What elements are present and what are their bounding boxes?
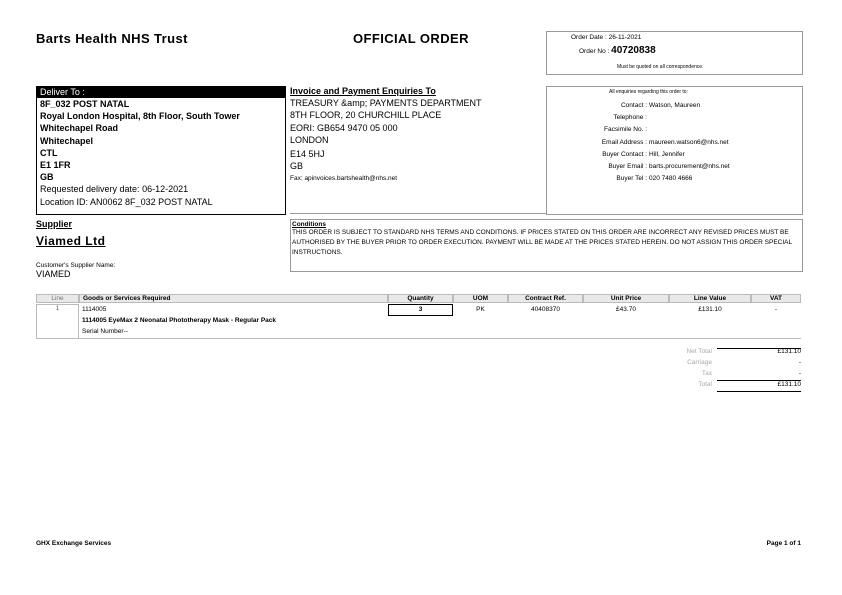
carriage-label: Carriage [687,359,712,366]
total-value: £131.10 [777,381,801,388]
invoice-line: EORI: GB654 9470 05 000 [290,122,398,133]
col-header-contract-ref: Contract Ref. [508,294,583,303]
invoice-line: TREASURY &amp; PAYMENTS DEPARTMENT [290,98,482,108]
facsimile-label: Facsimile No. : [604,126,647,133]
order-note: Must be quoted on all correspondence. [617,64,704,70]
conditions-text: THIS ORDER IS SUBJECT TO STANDARD NHS TERMS AND CONDITIONS. IF PRICES STATED ON THIS ORDER ARE INCORRECT ANY REVISED PRICES MUST BE AUTHORISED BY THE BUYER PRIOR TO ORDER EXECUTION. PAYMENT WILL BE MADE AT THE PRICES STATED HEREIN. DO NOT ASSIGN THIS ORDER SPECIAL INSTRUCTIONS. [292,229,792,256]
col-header-vat: VAT [751,294,801,303]
requested-delivery-date: Requested delivery date: 06-12-2021 [40,184,189,195]
buyer-contact-value: Hill, Jennifer [649,151,685,158]
total-label: Total [698,381,712,388]
net-total-rule [717,348,801,349]
col-header-uom: UOM [453,294,508,303]
contact-note: All enquiries regarding this order to: [609,89,688,95]
supplier-name: Viamed Ltd [36,234,106,248]
deliver-line: GB [40,172,54,183]
invoice-line: E14 5HJ [290,149,325,160]
item-quantity: 3 [388,304,453,316]
item-line-value: £131.10 [698,306,722,313]
deliver-line: CTL [40,147,58,158]
item-description: 1114005 EyeMax 2 Neonatal Phototherapy Mask - Regular Pack [82,317,277,324]
page-number: Page 1 of 1 [766,540,801,547]
order-info-box [546,31,803,75]
buyer-contact-label: Buyer Contact : [602,151,647,158]
order-date-value: 26-11-2021 [608,34,642,41]
deliver-line: 8F_032 POST NATAL [40,99,130,109]
order-number-value: 40720838 [611,45,656,56]
deliver-line: Royal London Hospital, 8th Floor, South Tower [40,111,240,122]
invoice-line: GB [290,161,304,172]
net-total-label: Net Total [686,348,712,355]
col-header-unit-price: Unit Price [583,294,669,303]
customer-supplier-label: Customer's Supplier Name: [36,262,116,269]
col-header-quantity: Quantity [388,294,453,303]
item-vat: - [774,306,778,313]
total-rule-bottom [717,391,801,392]
order-lines-table [36,294,801,345]
buyer-tel-value: 020 7480 4666 [649,175,693,182]
invoice-enquiries-box [290,86,546,214]
tax-value: - [798,370,801,377]
customer-supplier-value: VIAMED [36,269,71,279]
email-label: Email Address : [601,139,647,146]
supplier-heading: Supplier [36,219,73,229]
deliver-to-box [36,86,286,215]
col-header-line: Line [36,294,79,303]
invoice-heading: Invoice and Payment Enquiries To [290,86,436,96]
telephone-label: Telephone : [613,114,647,121]
invoice-line: 8TH FLOOR, 20 CHURCHILL PLACE [290,110,442,121]
contact-label: Contact : [620,102,647,109]
footer-provider: GHX Exchange Services [36,540,112,547]
col-header-goods: Goods or Services Required [79,294,388,303]
item-serial: Serial Number-- [82,328,128,335]
conditions-heading: Conditions [292,221,326,228]
deliver-line: Whitechapel Road [40,123,119,134]
deliver-line: Whitechapel [40,135,94,146]
trust-name: Barts Health NHS Trust [36,31,188,46]
email-value: maureen.watson6@nhs.net [649,139,729,146]
order-number-row [579,45,656,56]
invoice-line: LONDON [290,134,329,145]
contact-box [546,86,803,215]
item-uom: PK [476,306,485,313]
contact-value: Watson, Maureen [649,102,701,109]
order-date-label: Order Date : [571,34,607,41]
conditions-box [290,219,803,272]
table-divider [79,338,801,339]
location-id: Location ID: AN0062 8F_032 POST NATAL [40,196,213,207]
document-title: OFFICIAL ORDER [353,31,469,46]
order-date-row [571,34,641,41]
item-contract-ref: 40408370 [531,306,560,313]
deliver-to-heading: Deliver To : [37,87,285,98]
tax-label: Tax [701,370,712,377]
line-number: 1 [36,304,79,339]
buyer-email-value: barts.procurement@nhs.net [649,163,730,170]
carriage-value: - [798,359,801,366]
invoice-fax: Fax: apinvoices.bartshealth@nhs.net [290,174,398,182]
item-code: 1114005 [82,306,107,313]
deliver-line: E1 1FR [40,160,71,171]
buyer-tel-label: Buyer Tel : [616,175,647,182]
net-total-value: £131.10 [777,348,801,355]
item-unit-price: £43.70 [616,306,636,313]
buyer-email-label: Buyer Email : [608,163,647,170]
col-header-line-value: Line Value [669,294,751,303]
order-number-label: Order No : [579,48,610,55]
